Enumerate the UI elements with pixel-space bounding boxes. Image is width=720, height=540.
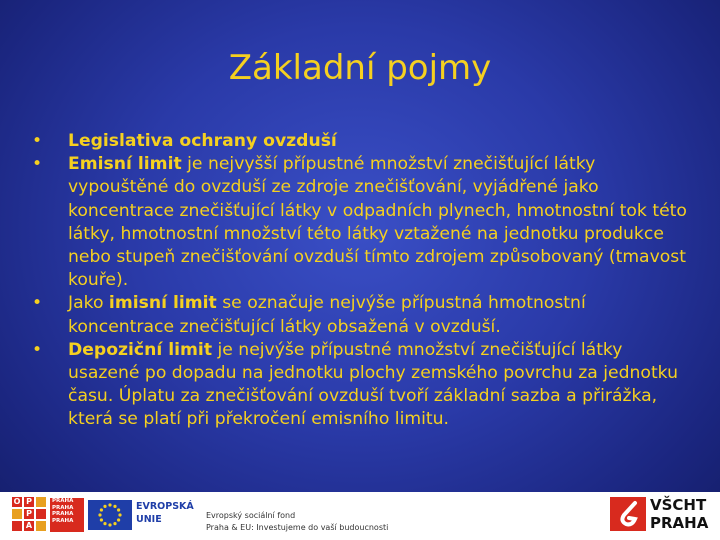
bullet-dot: • [32,293,43,314]
esf-caption [206,510,388,534]
opp-square [12,509,22,519]
vscht-label-line: PRAHA [650,514,709,532]
slide-content [28,130,688,432]
opp-letter: P [24,497,34,507]
opp-letter: A [25,521,33,530]
bullet-dot: • [32,154,43,175]
opp-square [36,521,46,531]
slide-title: Základní pojmy [228,48,492,88]
praha-line: PRAHA [52,517,74,524]
bullet-dot: • [32,131,43,151]
bullet-text: je nejvýše přípustné množství znečišťující látky usazené po dopadu na jednotku plochy zemského povrchu za jednotku času. Úplatu za znečišťování ovzduší tvoří základní sazba a přirážka, která se platí při překročení emisního limitu. [68,339,678,430]
opp-square [36,509,46,519]
opp-square [36,497,46,507]
eu-label [136,500,194,526]
praha-line: PRAHA [52,504,74,511]
bullet-text: je nejvyšší přípustné množství znečišťující látky vypouštěné do ovzduší ze zdroje znečišťování, vyjádřené jako koncentrace znečišťující látky v odpadních plynech, hmotnostní tok této látky, hmotnostní množství této látky vztažené na jednotku produkce nebo stupeň znečišťování ovzduší tímto zdrojem způsobovaný (tmavost kouře). [68,154,687,291]
opp-square [12,521,22,531]
bullet-item [28,153,688,292]
bullet-dot: • [32,339,43,360]
bullet-item [28,339,688,432]
vscht-label [650,496,708,532]
bullet-item [28,130,688,153]
praha-line: PRAHA [52,498,74,504]
bullet-item [28,292,688,338]
esf-caption-line: Praha & EU: Investujeme do vaší budoucnosti [206,523,389,532]
vscht-logo-icon [610,497,646,531]
bullet-text: se označuje nejvýše přípustná hmotnostní koncentrace znečišťující látky obsažená v ovzduší. [68,293,586,337]
praha-line: PRAHA [52,511,74,518]
vscht-label-line: VŠCHT [650,496,707,514]
opp-letter: P [24,509,34,519]
bullet-bold-term: imisní limit [108,293,217,314]
eu-label-line: EVROPSKÁ [136,501,194,512]
opp-letter: O [13,497,21,506]
bullet-bold-term: Emisní limit [68,154,182,175]
praha-logo [50,498,84,532]
eu-label-line: UNIE [136,514,162,525]
bullet-prefix: Jako [68,293,109,314]
esf-caption-line: Evropský sociální fond [206,511,296,520]
bullet-bold-term: Legislativa ochrany ovzduší [68,131,337,151]
eu-flag-icon [88,500,132,530]
bullet-bold-term: Depoziční limit [68,339,213,360]
